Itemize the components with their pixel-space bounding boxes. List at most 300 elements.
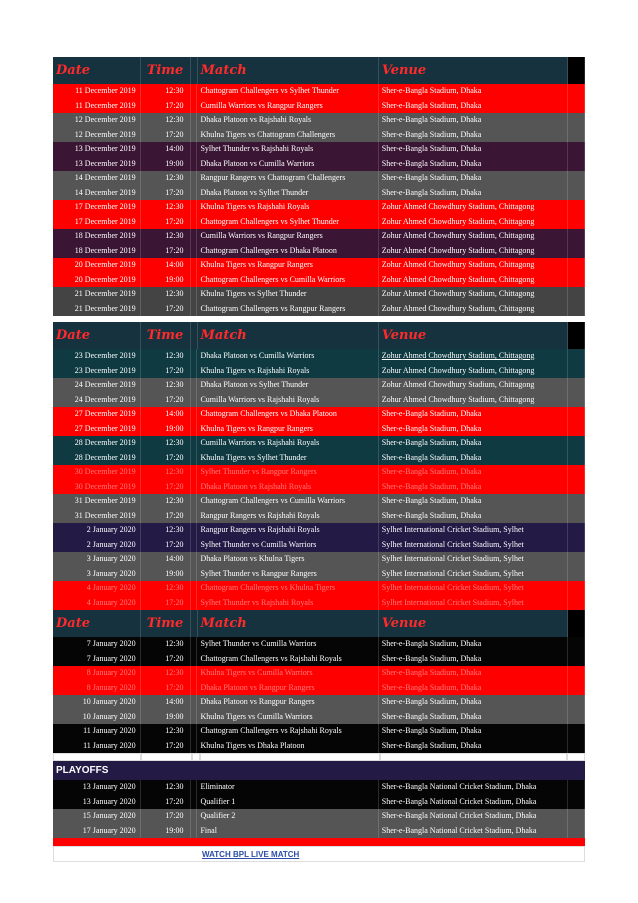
match-time: 17:20 (141, 393, 191, 408)
match-teams: Dhaka Platoon vs Rangpur Rangers (197, 695, 378, 710)
blank-row (53, 753, 585, 761)
table-row (53, 200, 585, 215)
cell-gap (191, 480, 198, 495)
match-date: 24 December 2019 (53, 393, 141, 408)
cell-gap (191, 567, 198, 582)
table-row (53, 422, 585, 437)
match-date: 11 December 2019 (53, 99, 141, 114)
cell-gap (191, 142, 198, 157)
table-row (53, 142, 585, 157)
header-date: Date (53, 322, 141, 349)
match-teams: Rangpur Rangers vs Rajshahi Royals (197, 523, 378, 538)
table-row (53, 364, 585, 379)
match-date: 12 December 2019 (53, 128, 141, 143)
cell-end (568, 494, 585, 509)
match-date: 15 January 2020 (53, 809, 141, 824)
match-teams: Dhaka Platoon vs Sylhet Thunder (197, 378, 378, 393)
match-venue: Sher-e-Bangla Stadium, Dhaka (379, 509, 568, 524)
cell-end (568, 739, 585, 754)
match-date: 23 December 2019 (53, 349, 141, 364)
match-date: 7 January 2020 (53, 652, 141, 667)
header-match: Match (198, 610, 379, 637)
cell-end (568, 809, 585, 824)
table-row (53, 84, 585, 99)
match-time: 12:30 (141, 666, 191, 681)
table-row (53, 480, 585, 495)
match-venue: Sher-e-Bangla Stadium, Dhaka (379, 128, 568, 143)
match-date: 30 December 2019 (53, 465, 141, 480)
cell-gap (191, 523, 198, 538)
match-teams: Sylhet Thunder vs Cumilla Warriors (197, 538, 378, 553)
match-time: 12:30 (141, 113, 191, 128)
header-gap (191, 322, 198, 349)
match-venue: Zohur Ahmed Chowdhury Stadium, Chittagong (379, 200, 568, 215)
header-date: Date (53, 57, 141, 84)
table-row (53, 681, 585, 696)
cell-end (568, 229, 585, 244)
table-row (53, 652, 585, 667)
cell-end (568, 795, 585, 810)
match-teams: Cumilla Warriors vs Rangpur Rangers (197, 99, 378, 114)
match-teams: Qualifier 1 (197, 795, 378, 810)
cell-gap (191, 681, 198, 696)
table-row (53, 795, 585, 810)
match-venue: Sher-e-Bangla National Cricket Stadium, Dhaka (379, 780, 568, 795)
match-teams: Final (197, 824, 378, 839)
match-teams: Chattogram Challengers vs Rajshahi Royals (197, 652, 378, 667)
header-match: Match (198, 322, 379, 349)
match-venue: Sher-e-Bangla Stadium, Dhaka (379, 710, 568, 725)
schedule-section-1 (53, 57, 585, 316)
match-teams: Dhaka Platoon vs Rajshahi Royals (197, 480, 378, 495)
match-venue: Sher-e-Bangla Stadium, Dhaka (379, 113, 568, 128)
cell-gap (191, 157, 198, 172)
cell-gap (191, 809, 198, 824)
match-venue: Sher-e-Bangla Stadium, Dhaka (379, 494, 568, 509)
match-teams: Sylhet Thunder vs Rajshahi Royals (197, 142, 378, 157)
match-time: 12:30 (141, 724, 191, 739)
cell-gap (191, 422, 198, 437)
table-row (53, 215, 585, 230)
match-venue: Sher-e-Bangla Stadium, Dhaka (379, 695, 568, 710)
cell-end (568, 273, 585, 288)
match-teams: Chattogram Challengers vs Sylhet Thunder (197, 215, 378, 230)
schedule-section-2 (53, 322, 585, 610)
cell-gap (191, 378, 198, 393)
match-teams: Chattogram Challengers vs Cumilla Warriors (197, 494, 378, 509)
match-teams: Cumilla Warriors vs Rangpur Rangers (197, 229, 378, 244)
cell-end (568, 215, 585, 230)
table-row (53, 710, 585, 725)
cell-end (568, 258, 585, 273)
table-row (53, 393, 585, 408)
match-venue: Sher-e-Bangla Stadium, Dhaka (379, 171, 568, 186)
cell-end (568, 637, 585, 652)
match-teams: Cumilla Warriors vs Rajshahi Royals (197, 393, 378, 408)
table-row (53, 824, 585, 839)
cell-gap (191, 258, 198, 273)
cell-end (568, 186, 585, 201)
match-teams: Khulna Tigers vs Rangpur Rangers (197, 258, 378, 273)
cell-gap (191, 637, 198, 652)
table-row (53, 99, 585, 114)
match-venue: Zohur Ahmed Chowdhury Stadium, Chittagong (379, 287, 568, 302)
match-teams: Chattogram Challengers vs Rajshahi Royals (197, 724, 378, 739)
match-teams: Rangpur Rangers vs Rajshahi Royals (197, 509, 378, 524)
watch-link-row (53, 846, 585, 862)
match-date: 20 December 2019 (53, 273, 141, 288)
match-teams: Khulna Tigers vs Rajshahi Royals (197, 200, 378, 215)
match-venue: Sher-e-Bangla Stadium, Dhaka (379, 724, 568, 739)
cell-end (568, 113, 585, 128)
match-teams: Sylhet Thunder vs Rangpur Rangers (197, 465, 378, 480)
match-date: 23 December 2019 (53, 364, 141, 379)
match-venue: Zohur Ahmed Chowdhury Stadium, Chittagong (379, 244, 568, 259)
match-venue: Sylhet International Cricket Stadium, Sylhet (379, 552, 568, 567)
table-row (53, 739, 585, 754)
match-date: 11 January 2020 (53, 739, 141, 754)
match-date: 17 January 2020 (53, 824, 141, 839)
match-time: 14:00 (141, 258, 191, 273)
table-row (53, 596, 585, 611)
match-date: 13 January 2020 (53, 780, 141, 795)
cell-end (568, 465, 585, 480)
header-gap (191, 610, 198, 637)
cell-gap (191, 186, 198, 201)
table-row (53, 637, 585, 652)
cell-end (568, 509, 585, 524)
table-row (53, 273, 585, 288)
header-end (568, 322, 585, 349)
cell-end (568, 666, 585, 681)
schedule-section-3 (53, 610, 585, 753)
cell-end (568, 552, 585, 567)
cell-gap (191, 824, 198, 839)
match-time: 17:20 (141, 451, 191, 466)
match-time: 19:00 (141, 422, 191, 437)
match-venue: Sher-e-Bangla Stadium, Dhaka (379, 666, 568, 681)
cell-end (568, 695, 585, 710)
match-date: 27 December 2019 (53, 407, 141, 422)
table-header (53, 57, 585, 84)
match-date: 20 December 2019 (53, 258, 141, 273)
cell-gap (191, 581, 198, 596)
match-time: 12:30 (141, 780, 191, 795)
table-row (53, 538, 585, 553)
match-venue: Sher-e-Bangla Stadium, Dhaka (379, 422, 568, 437)
match-time: 17:20 (141, 795, 191, 810)
match-date: 2 January 2020 (53, 538, 141, 553)
match-teams: Khulna Tigers vs Rangpur Rangers (197, 422, 378, 437)
cell-end (568, 128, 585, 143)
match-venue: Zohur Ahmed Chowdhury Stadium, Chittagong (379, 393, 568, 408)
match-time: 12:30 (141, 349, 191, 364)
cell-end (568, 84, 585, 99)
table-row (53, 666, 585, 681)
cell-end (568, 480, 585, 495)
playoffs-heading: PLAYOFFS (53, 761, 585, 780)
table-row (53, 567, 585, 582)
table-row (53, 436, 585, 451)
match-date: 4 January 2020 (53, 581, 141, 596)
table-row (53, 581, 585, 596)
table-row (53, 509, 585, 524)
cell-gap (191, 710, 198, 725)
table-row (53, 244, 585, 259)
cell-end (568, 200, 585, 215)
match-time: 14:00 (141, 552, 191, 567)
cell-end (568, 378, 585, 393)
match-date: 21 December 2019 (53, 302, 141, 317)
match-date: 8 January 2020 (53, 666, 141, 681)
match-date: 4 January 2020 (53, 596, 141, 611)
header-venue: Venue (379, 322, 568, 349)
cell-end (568, 652, 585, 667)
table-row (53, 494, 585, 509)
cell-gap (191, 302, 198, 317)
table-row (53, 258, 585, 273)
playoffs-section (53, 780, 585, 838)
header-match: Match (198, 57, 379, 84)
match-venue: Sher-e-Bangla Stadium, Dhaka (379, 465, 568, 480)
table-row (53, 780, 585, 795)
match-venue: Sher-e-Bangla Stadium, Dhaka (379, 739, 568, 754)
table-row (53, 523, 585, 538)
header-time: Time (141, 322, 191, 349)
cell-end (568, 523, 585, 538)
cell-end (568, 244, 585, 259)
match-venue: Sher-e-Bangla National Cricket Stadium, Dhaka (379, 809, 568, 824)
match-date: 10 January 2020 (53, 695, 141, 710)
cell-end (568, 538, 585, 553)
match-time: 12:30 (141, 171, 191, 186)
cell-gap (191, 724, 198, 739)
match-venue: Sylhet International Cricket Stadium, Sylhet (379, 523, 568, 538)
match-time: 17:20 (141, 186, 191, 201)
header-gap (191, 57, 198, 84)
match-time: 12:30 (141, 581, 191, 596)
match-venue: Sher-e-Bangla Stadium, Dhaka (379, 451, 568, 466)
match-time: 17:20 (141, 480, 191, 495)
match-time: 12:30 (141, 200, 191, 215)
match-teams: Sylhet Thunder vs Rangpur Rangers (197, 567, 378, 582)
match-time: 12:30 (141, 84, 191, 99)
header-venue: Venue (379, 610, 568, 637)
cell-gap (191, 407, 198, 422)
cell-end (568, 581, 585, 596)
match-time: 17:20 (141, 681, 191, 696)
table-row (53, 157, 585, 172)
match-venue: Zohur Ahmed Chowdhury Stadium, Chittagong (379, 349, 568, 364)
match-teams: Cumilla Warriors vs Rajshahi Royals (197, 436, 378, 451)
header-time: Time (141, 610, 191, 637)
table-row (53, 407, 585, 422)
match-time: 12:30 (141, 523, 191, 538)
table-row (53, 287, 585, 302)
match-venue: Zohur Ahmed Chowdhury Stadium, Chittagong (379, 258, 568, 273)
cell-end (568, 824, 585, 839)
cell-end (568, 407, 585, 422)
table-row (53, 809, 585, 824)
match-teams: Chattogram Challengers vs Dhaka Platoon (197, 244, 378, 259)
match-time: 12:30 (141, 494, 191, 509)
match-time: 17:20 (141, 128, 191, 143)
match-date: 11 January 2020 (53, 724, 141, 739)
match-date: 3 January 2020 (53, 567, 141, 582)
watch-live-link[interactable]: WATCH BPL LIVE MATCH (202, 850, 300, 859)
match-date: 17 December 2019 (53, 215, 141, 230)
cell-gap (191, 200, 198, 215)
match-teams: Dhaka Platoon vs Khulna Tigers (197, 552, 378, 567)
match-date: 12 December 2019 (53, 113, 141, 128)
match-teams: Sylhet Thunder vs Rajshahi Royals (197, 596, 378, 611)
match-date: 13 December 2019 (53, 142, 141, 157)
match-date: 13 January 2020 (53, 795, 141, 810)
cell-gap (191, 113, 198, 128)
match-teams: Dhaka Platoon vs Cumilla Warriors (197, 349, 378, 364)
match-venue: Sher-e-Bangla Stadium, Dhaka (379, 407, 568, 422)
match-venue: Sher-e-Bangla Stadium, Dhaka (379, 480, 568, 495)
cell-end (568, 422, 585, 437)
match-teams: Khulna Tigers vs Sylhet Thunder (197, 451, 378, 466)
table-row (53, 113, 585, 128)
cell-gap (191, 538, 198, 553)
match-venue: Sher-e-Bangla National Cricket Stadium, Dhaka (379, 795, 568, 810)
match-venue: Sher-e-Bangla Stadium, Dhaka (379, 436, 568, 451)
match-date: 24 December 2019 (53, 378, 141, 393)
cell-gap (191, 494, 198, 509)
match-time: 19:00 (141, 824, 191, 839)
cell-gap (191, 244, 198, 259)
match-venue: Sylhet International Cricket Stadium, Sylhet (379, 538, 568, 553)
cell-gap (191, 465, 198, 480)
cell-gap (191, 596, 198, 611)
match-venue: Sylhet International Cricket Stadium, Sylhet (379, 581, 568, 596)
table-row (53, 229, 585, 244)
match-venue: Sher-e-Bangla Stadium, Dhaka (379, 84, 568, 99)
match-teams: Chattogram Challengers vs Khulna Tigers (197, 581, 378, 596)
match-date: 28 December 2019 (53, 451, 141, 466)
header-end (568, 57, 585, 84)
table-row (53, 349, 585, 364)
match-time: 17:20 (141, 652, 191, 667)
cell-gap (191, 229, 198, 244)
cell-end (568, 364, 585, 379)
table-row (53, 302, 585, 317)
match-teams: Dhaka Platoon vs Rangpur Rangers (197, 681, 378, 696)
match-time: 12:30 (141, 378, 191, 393)
match-time: 14:00 (141, 695, 191, 710)
cell-end (568, 157, 585, 172)
match-time: 12:30 (141, 436, 191, 451)
cell-gap (191, 666, 198, 681)
match-teams: Dhaka Platoon vs Rajshahi Royals (197, 113, 378, 128)
match-time: 17:20 (141, 809, 191, 824)
match-time: 19:00 (141, 273, 191, 288)
table-row (53, 552, 585, 567)
match-time: 17:20 (141, 364, 191, 379)
cell-gap (191, 128, 198, 143)
cell-gap (191, 739, 198, 754)
header-venue: Venue (379, 57, 568, 84)
cell-end (568, 710, 585, 725)
table-row (53, 171, 585, 186)
match-venue: Sher-e-Bangla Stadium, Dhaka (379, 637, 568, 652)
match-venue: Sher-e-Bangla Stadium, Dhaka (379, 652, 568, 667)
match-venue: Zohur Ahmed Chowdhury Stadium, Chittagong (379, 215, 568, 230)
cell-end (568, 99, 585, 114)
cell-end (568, 681, 585, 696)
match-teams: Khulna Tigers vs Dhaka Platoon (197, 739, 378, 754)
match-time: 17:20 (141, 244, 191, 259)
cell-end (568, 142, 585, 157)
match-venue: Zohur Ahmed Chowdhury Stadium, Chittagong (379, 302, 568, 317)
table-header (53, 610, 585, 637)
table-row (53, 695, 585, 710)
table-row (53, 186, 585, 201)
cell-end (568, 393, 585, 408)
match-venue: Zohur Ahmed Chowdhury Stadium, Chittagong (379, 364, 568, 379)
match-teams: Khulna Tigers vs Cumilla Warriors (197, 666, 378, 681)
match-venue: Sher-e-Bangla Stadium, Dhaka (379, 142, 568, 157)
table-row (53, 451, 585, 466)
cell-end (568, 436, 585, 451)
cell-end (568, 724, 585, 739)
match-teams: Khulna Tigers vs Chattogram Challengers (197, 128, 378, 143)
match-time: 12:30 (141, 465, 191, 480)
cell-gap (191, 780, 198, 795)
match-date: 7 January 2020 (53, 637, 141, 652)
match-teams: Chattogram Challengers vs Cumilla Warriors (197, 273, 378, 288)
match-time: 17:20 (141, 99, 191, 114)
cell-gap (191, 364, 198, 379)
cell-gap (191, 215, 198, 230)
match-venue: Sher-e-Bangla National Cricket Stadium, Dhaka (379, 824, 568, 839)
match-time: 12:30 (141, 637, 191, 652)
match-time: 17:20 (141, 739, 191, 754)
table-row (53, 128, 585, 143)
match-time: 19:00 (141, 710, 191, 725)
cell-end (568, 780, 585, 795)
match-venue: Sylhet International Cricket Stadium, Sylhet (379, 567, 568, 582)
match-date: 17 December 2019 (53, 200, 141, 215)
cell-gap (191, 349, 198, 364)
match-time: 17:20 (141, 538, 191, 553)
match-venue: Sher-e-Bangla Stadium, Dhaka (379, 186, 568, 201)
match-venue: Sher-e-Bangla Stadium, Dhaka (379, 157, 568, 172)
table-row (53, 465, 585, 480)
match-date: 31 December 2019 (53, 494, 141, 509)
match-teams: Khulna Tigers vs Sylhet Thunder (197, 287, 378, 302)
match-date: 2 January 2020 (53, 523, 141, 538)
match-time: 12:30 (141, 287, 191, 302)
cell-end (568, 302, 585, 317)
match-time: 14:00 (141, 142, 191, 157)
match-time: 14:00 (141, 407, 191, 422)
cell-end (568, 171, 585, 186)
header-date: Date (53, 610, 141, 637)
match-date: 18 December 2019 (53, 229, 141, 244)
red-strip (53, 838, 585, 846)
cell-gap (191, 652, 198, 667)
schedule-sheet (53, 57, 585, 862)
match-time: 17:20 (141, 215, 191, 230)
match-teams: Eliminator (197, 780, 378, 795)
match-date: 13 December 2019 (53, 157, 141, 172)
match-venue: Zohur Ahmed Chowdhury Stadium, Chittagong (379, 229, 568, 244)
cell-end (568, 451, 585, 466)
header-end (568, 610, 585, 637)
